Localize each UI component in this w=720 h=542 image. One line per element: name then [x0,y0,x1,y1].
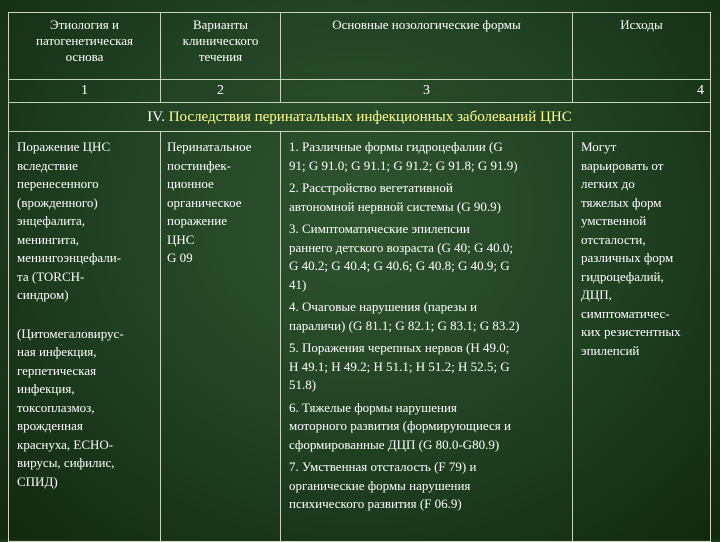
text-line: автономной нервной системы (G 90.9) [289,198,501,214]
text-line: эпилепсий [581,342,640,358]
text-line: Перинатальное [167,139,252,154]
form-item [289,458,567,514]
body-row [9,132,711,542]
etiology-cell [9,132,161,542]
text-line: различных форм [581,250,674,265]
header-variants [161,13,281,80]
section-title-text: Последствия перинатальных инфекционных заболеваний ЦНС [168,108,572,125]
text-line: 41) [289,276,307,292]
text-line: перенесенного [17,176,99,191]
text-line: 4. Очаговые нарушения (парезы и [289,299,478,314]
form-item [289,298,567,335]
text-line: раннего детского возраста (G 40; G 40.0; [289,239,514,255]
text-line: вследствие [17,157,78,173]
text-line: ная инфекция, [17,344,97,359]
text-line: умственной [581,213,647,228]
header-etiology-line: Этиология и [49,17,119,32]
text-line: моторного развития (формирующиеся и [289,418,511,433]
text-line: та (TORCH- [17,268,85,284]
outcomes-cell [573,132,711,542]
header-etiology-line: основа [65,49,104,64]
header-variants-line: клинического [182,33,259,48]
text-line: синдром) [17,287,69,302]
header-etiology [9,13,161,80]
header-etiology-line: патогенетическая [36,33,133,48]
text-line: гидроцефалий, [581,268,664,284]
text-line: 91; G 91.0; G 91.1; G 91.2; G 91.8; G 91.9) [289,157,518,173]
header-variants-line: течения [198,49,243,64]
text-line: СПИД) [17,473,58,489]
text-line: краснуха, ЕСНО- [17,436,114,452]
text-line: 7. Умственная отсталость (F 79) и [289,459,477,474]
header-variants-line: Варианты [192,17,249,32]
form-item [289,179,567,216]
forms-cell [281,132,573,542]
column-number-row [9,80,711,103]
text-line: органические формы нарушения [289,477,471,493]
section-title [9,103,711,132]
text-line: вирусы, сифилис, [17,455,115,470]
column-number: 2 [161,80,281,103]
text-line: Могут [581,139,617,154]
column-number: 1 [9,80,161,103]
text-line: тяжелых форм [581,194,662,210]
form-item [289,220,567,294]
form-item [289,138,567,175]
text-line: параличи) (G 81.1; G 82.1; G 83.1; G 83.2) [289,317,520,333]
text-line: легких до [581,176,635,191]
text-line: постинфек- [167,157,231,173]
section-row [9,103,711,132]
text-line: 2. Расстройство вегетативной [289,180,453,195]
text-line: G 09 [167,250,193,265]
text-line: Поражение ЦНС [17,139,111,154]
header-outcomes [573,13,711,80]
form-item [289,399,567,455]
text-line: ЦНС [167,231,195,247]
text-line: токсоплазмоз, [17,399,95,415]
text-line: 3. Симптоматические эпилепсии [289,221,470,236]
header-forms-line: Основные нозологические формы [332,17,521,32]
text-line: психического развития (F 06.9) [289,496,462,511]
text-line: (врожденного) [17,194,98,210]
variants-cell [161,132,281,542]
text-line: органическое [167,194,242,210]
etiology-part2 [17,325,155,492]
text-line: 6. Тяжелые формы нарушения [289,399,457,415]
text-line: (Цитомегаловирус- [17,325,124,341]
text-line: герпетическая [17,362,97,378]
text-line: сформированные ДЦП (G 80.0-G80.9) [289,436,500,452]
text-line: варьировать от [581,157,664,173]
column-number: 3 [281,80,573,103]
text-line: энцефалита, [17,213,86,228]
header-forms [281,13,573,80]
text-line: менингоэнцефали- [17,250,122,265]
etiology-part1 [17,138,155,305]
text-line: 5. Поражения черепных нервов (H 49.0; [289,340,510,355]
text-line: ционное [167,176,214,191]
text-line: ких резистентных [581,324,681,339]
text-line: H 49.1; H 49.2; H 51.1; H 51.2; H 52.5; G [289,358,510,374]
text-line: менингита, [17,231,80,247]
text-line: G 40.2; G 40.4; G 40.6; G 40.8; G 40.9; G [289,258,510,273]
text-line: 1. Различные формы гидроцефалии (G [289,139,503,154]
text-line: отсталости, [581,231,646,247]
text-line: врожденная [17,418,83,433]
text-line: поражение [167,213,227,228]
nosology-table [8,12,711,542]
text-line: инфекция, [17,381,75,396]
text-line: ДЦП, [581,287,612,302]
form-item [289,339,567,395]
section-prefix: IV. [147,108,165,125]
header-row [9,13,711,80]
column-number: 4 [573,80,711,103]
text-line: 51.8) [289,377,317,392]
text-line: симптоматичес- [581,305,670,321]
header-outcomes-line: Исходы [620,17,663,32]
